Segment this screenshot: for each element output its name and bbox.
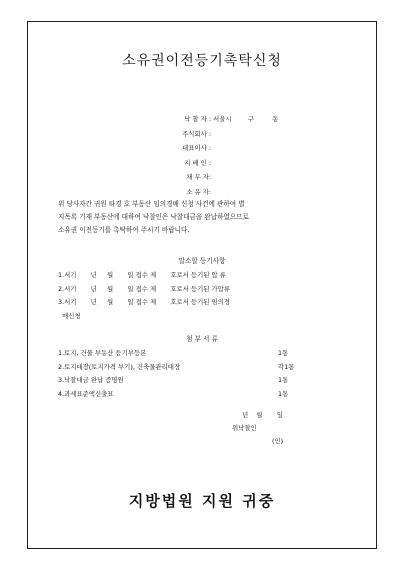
party-row — [171, 170, 278, 185]
cancel-item: 1.서기 년 월 일 접수 제 호로서 등기된 압 류 — [58, 271, 226, 279]
attachments-title: 첨 부 서 류 — [186, 335, 218, 343]
court-addressee: 지방법원 지원 귀중 — [128, 492, 276, 510]
cancel-section-title: 말소할 등기사항 — [178, 257, 226, 265]
seal-mark: (인) — [272, 437, 284, 445]
document-title: 소유권이전등기촉탁신청 — [122, 53, 282, 69]
party-row — [171, 112, 278, 127]
attachment-count: 1통 — [278, 389, 289, 398]
party-label: 소 유 자: — [186, 187, 211, 196]
signature-block — [28, 409, 376, 448]
attachments-list — [58, 347, 358, 401]
party-value: 서울시 구 동 — [211, 115, 279, 123]
party-row — [171, 127, 278, 142]
attachment-item — [58, 388, 358, 402]
attachment-item — [58, 374, 358, 388]
attachment-count: 각1통 — [278, 362, 295, 371]
parties-block — [171, 112, 278, 199]
body-line: 지목록 기재 부동산에 대하여 낙찰인은 낙찰대금을 완납하였으므로 — [58, 213, 249, 221]
party-label: 대표이사 : — [182, 144, 211, 152]
party-row — [171, 141, 278, 156]
signer-line: 위낙찰인 — [232, 424, 257, 432]
party-label: 낙 찰 자 : — [184, 115, 211, 123]
attachment-item — [58, 361, 358, 375]
cancel-item: 3.서기 년 월 일 접수 제 호로서 등기된 임의경 — [58, 298, 230, 306]
party-label: 지 배 인 : — [184, 158, 211, 167]
request-body — [58, 198, 358, 237]
body-line: 소유권 이전등기를 촉탁하여 주시기 바랍니다. — [58, 226, 190, 234]
cancel-item: 2.서기 년 월 일 접수 제 호로서 등기된 가압류 — [58, 284, 230, 293]
attachment-item — [58, 347, 358, 361]
party-label: 채 무 자: — [186, 173, 211, 181]
cancel-section-list — [58, 269, 358, 323]
date-line: 년 월 일 — [242, 411, 283, 419]
party-row — [171, 185, 278, 200]
attachment-name: 4.과세표준액신출표 — [58, 389, 114, 398]
body-line: 위 당사자간 귀원 타경 호 부동산 임의경매 신청 사건에 관하여 별 — [58, 200, 245, 208]
party-row — [171, 156, 278, 171]
cancel-item: 매신청 — [58, 311, 81, 320]
attachment-name: 3.낙찰대금 완납 증명원 — [58, 376, 124, 384]
attachment-count: 1통 — [278, 376, 289, 384]
document-page — [27, 21, 377, 549]
attachment-name: 2.토지대장(토지가격 부기), 건축물관리대장 — [58, 362, 181, 371]
attachment-name: 1.토지, 건물 부동산 등기부등본 — [58, 349, 147, 357]
party-label: 주식회사 : — [182, 129, 211, 138]
attachment-count: 1통 — [278, 349, 289, 357]
